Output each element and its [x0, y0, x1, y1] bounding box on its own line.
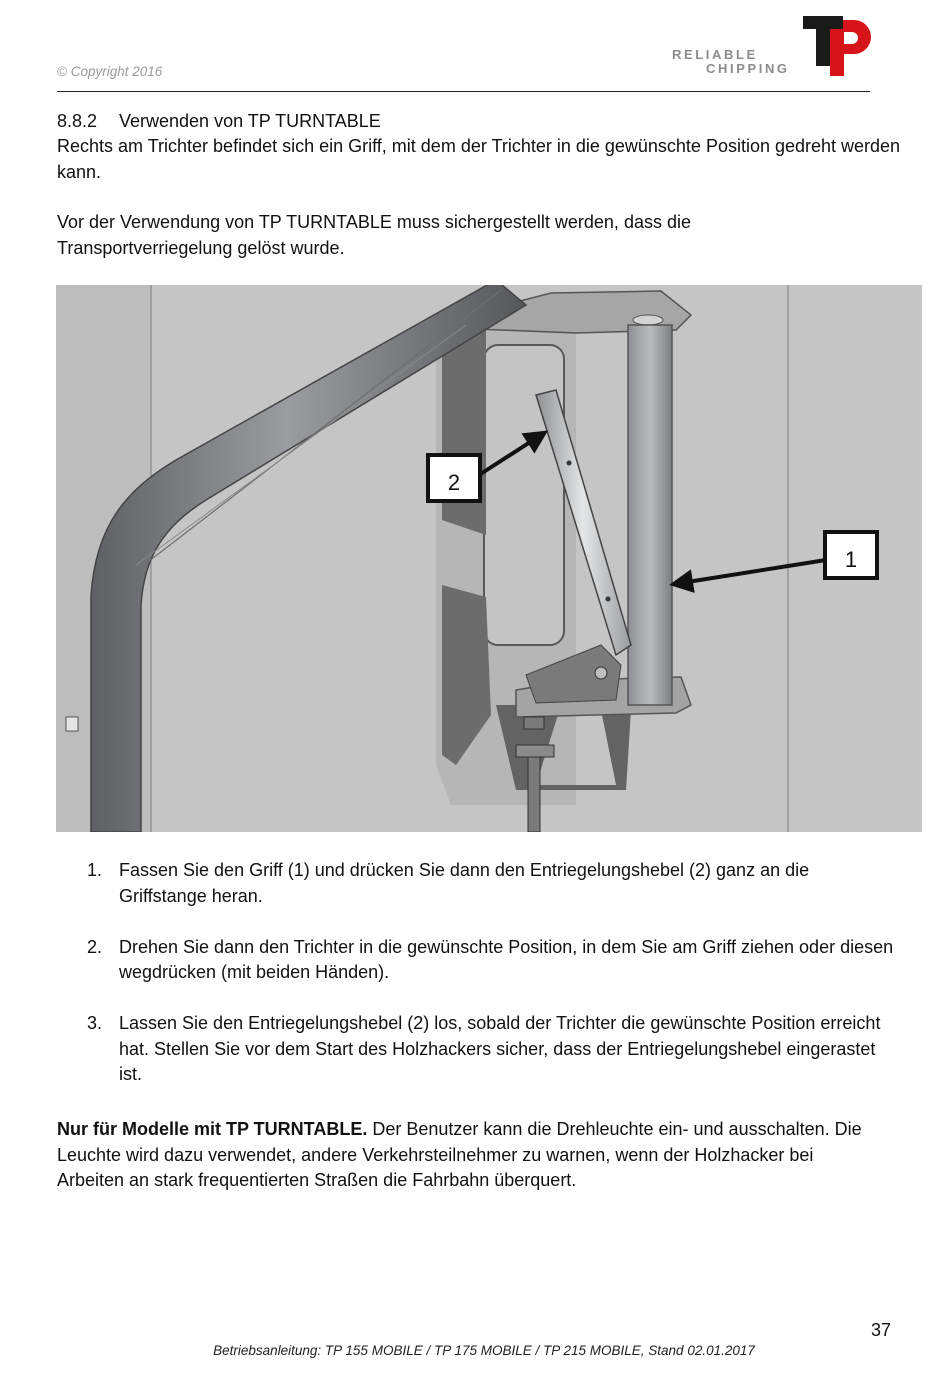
turntable-note [57, 1117, 877, 1194]
header-rule [57, 91, 870, 92]
note-bold-lead: Nur für Modelle mit TP TURNTABLE. [57, 1119, 368, 1139]
logo-tagline-line2: CHIPPING [706, 61, 790, 76]
section-number: 8.8.2 [57, 111, 98, 131]
step-number: 2. [87, 936, 103, 957]
instruction-steps [57, 858, 897, 1113]
section-heading [57, 109, 381, 134]
step-text: Lassen Sie den Entriegelungshebel (2) los, sobald der Trichter die gewünschte Position erreicht hat. Stellen Sie vor dem Start des Holzhackers sicher, dass der Entriegelungshebel eingerastet ist. [119, 1013, 881, 1084]
intro-paragraph-1: Rechts am Trichter befindet sich ein Griff, mit dem der Trichter in die gewünschte Position gedreht werden kann. [57, 136, 901, 182]
intro-paragraph-2: Vor der Verwendung von TP TURNTABLE muss sichergestellt werden, dass die Transportverriegelung gelöst wurde. [57, 212, 691, 258]
footer-text: Betriebsanleitung: TP 155 MOBILE / TP 175 MOBILE / TP 215 MOBILE, Stand 02.01.2017 [213, 1343, 755, 1358]
callout-2-label: 2 [447, 470, 461, 495]
step-item [57, 935, 897, 986]
step-text: Fassen Sie den Griff (1) und drücken Sie dann den Entriegelungshebel (2) ganz an die Griffstange heran. [119, 860, 810, 906]
footer [0, 1343, 950, 1358]
step-item [57, 858, 897, 909]
section-title: Verwenden von TP TURNTABLE [119, 111, 381, 131]
step-item [57, 1011, 897, 1088]
copyright-notice: © Copyright 2016 [57, 64, 163, 79]
page-number: 37 [871, 1320, 892, 1340]
callout-1-label: 1 [844, 547, 858, 572]
step-number: 3. [87, 1013, 103, 1033]
tp-logo [800, 14, 874, 76]
step-text: Drehen Sie dann den Trichter in die gewünschte Position, in dem Sie am Griff ziehen oder diesen wegdrücken (mit beiden Händen). [119, 936, 894, 982]
turntable-figure [56, 285, 922, 832]
note-text: Der Benutzer kann die Drehleuchte ein- und ausschalten. Die Leuchte wird dazu verwendet, andere Verkehrsteilnehmer zu warnen, wenn der Holzhacker bei Arbeiten an stark frequentierten Straßen die Fahrbahn überquert. [57, 1119, 862, 1190]
logo-tagline [672, 48, 790, 76]
logo-tagline-line1: RELIABLE [672, 47, 758, 62]
step-number: 1. [87, 860, 103, 880]
